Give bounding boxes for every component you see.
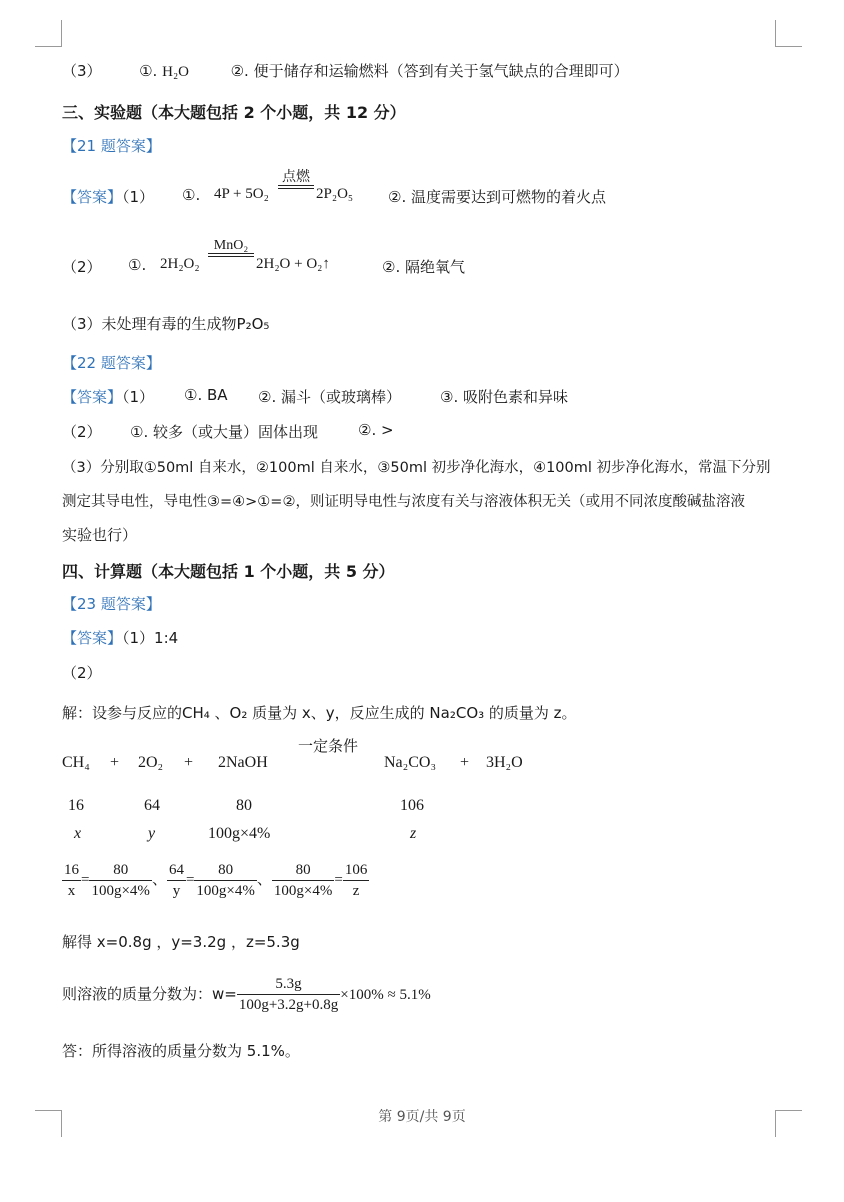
- eq-term: 3H₂O: [486, 754, 523, 771]
- variable: z: [410, 825, 417, 842]
- condition-label: 一定条件: [298, 737, 359, 755]
- answer-tag: 【答案】: [62, 388, 123, 406]
- q23-header: 【23 题答案】: [62, 595, 161, 613]
- reaction-condition: [208, 238, 254, 257]
- equals-sign: =: [185, 871, 195, 888]
- section3-title: 三、实验题（本大题包括 2 个小题，共 12 分）: [62, 103, 406, 122]
- formula-suffix: ×100% ≈ 5.1%: [340, 987, 431, 1003]
- numerator: 64: [167, 860, 186, 881]
- equals-bars: [208, 253, 254, 257]
- mass-value: 80: [236, 797, 252, 814]
- proportion-line: [62, 860, 369, 901]
- calc-equation-row: [62, 738, 782, 778]
- denominator: x: [67, 883, 76, 899]
- denominator: 100g×4%: [273, 883, 333, 899]
- eq-plus: +: [110, 754, 120, 771]
- corner-mark-top-left: [35, 20, 62, 47]
- denominator: 100g+3.2g+0.8g: [238, 997, 339, 1013]
- final-answer-line: 答：所得溶液的质量分数为 5.1%。: [62, 1042, 300, 1060]
- q21-header: 【21 题答案】: [62, 137, 161, 155]
- eq-term: 2O₂: [138, 754, 164, 771]
- variable-row: [62, 825, 782, 847]
- separator: 、: [151, 871, 167, 888]
- q22-part1-line: [62, 386, 782, 408]
- variable: x: [74, 825, 82, 842]
- part-label: （3）: [62, 62, 102, 80]
- denominator: 100g×4%: [91, 883, 150, 899]
- numerator: 80: [272, 860, 334, 881]
- separator: 、: [256, 871, 272, 888]
- equation-reactants: 2H₂O₂: [160, 256, 200, 272]
- fraction: [89, 860, 151, 901]
- molar-mass-row: [62, 797, 782, 819]
- q23-solve-line: 解：设参与反应的CH₄ 、O₂ 质量为 x、y，反应生成的 Na₂CO₃ 的质量为 z。: [62, 704, 577, 722]
- answer-number: ①.: [128, 256, 147, 274]
- numerator: 80: [89, 860, 151, 881]
- equation-products: 2H₂O + O₂↑: [256, 256, 330, 272]
- variable: 100g×4%: [208, 825, 271, 842]
- mass-value: 16: [68, 797, 84, 814]
- answer-text: ②. 漏斗（或玻璃棒）: [258, 388, 401, 406]
- q21-part3-line: （3）未处理有毒的生成物P₂O₅: [62, 315, 270, 333]
- equation-products: 2P₂O₅: [316, 186, 354, 202]
- catalyst-label: MnO₂: [213, 238, 249, 253]
- q20-part3-line: [62, 60, 629, 81]
- q22-part3-line1: （3）分别取①50ml 自来水，②100ml 自来水，③50ml 初步净化海水，④100ml 初步净化海水，常温下分别: [62, 460, 771, 476]
- denominator: 100g×4%: [196, 883, 255, 899]
- q22-part3-line3: 实验也行）: [62, 526, 138, 544]
- corner-mark-top-right: [775, 20, 802, 47]
- variable: y: [148, 825, 156, 842]
- q23-part1-line: [62, 627, 178, 648]
- numerator: 16: [62, 860, 81, 881]
- fraction: [272, 860, 334, 901]
- formula-prefix: 则溶液的质量分数为：w=: [62, 985, 237, 1003]
- reaction-condition: [278, 170, 314, 189]
- q22-header: 【22 题答案】: [62, 354, 161, 372]
- numerator: 106: [343, 860, 370, 881]
- answer-tag: 【答案】: [62, 629, 123, 647]
- eq-plus: +: [460, 754, 470, 771]
- eq-term: Na₂CO₃: [384, 754, 437, 771]
- q23-result-line: 解得 x=0.8g ，y=3.2g ，z=5.3g: [62, 933, 300, 951]
- fraction: [62, 860, 81, 901]
- q23-part2-label: （2）: [62, 664, 102, 682]
- mass-value: 106: [400, 797, 424, 814]
- condition-label: 点燃: [282, 169, 310, 185]
- denominator: y: [172, 883, 181, 899]
- answer-text: （1）1:4: [122, 629, 179, 647]
- equals-sign: =: [81, 871, 90, 888]
- fraction: [343, 860, 370, 901]
- equals-bars: [278, 185, 314, 189]
- eq-plus: +: [184, 754, 194, 771]
- answer-text: ①. BA: [184, 386, 228, 404]
- mass-value: 64: [144, 797, 160, 814]
- part-label: （2）: [62, 423, 102, 441]
- eq-term: 2NaOH: [218, 754, 268, 771]
- fraction: [167, 860, 186, 901]
- answer-text: 便于储存和运输燃料（答到有关于氢气缺点的合理即可）: [253, 62, 629, 80]
- mass-fraction: [237, 974, 340, 1015]
- part-label: （2）: [62, 258, 102, 276]
- answer-text: ②. >: [358, 421, 394, 439]
- page-footer: 第 9页/共 9页: [378, 1109, 466, 1125]
- q22-part2-line: [62, 421, 782, 443]
- section4-title: 四、计算题（本大题包括 1 个小题，共 5 分）: [62, 562, 395, 581]
- answer-text: ③. 吸附色素和异味: [440, 388, 568, 406]
- answer-text: ①. 较多（或大量）固体出现: [130, 423, 318, 441]
- equals-sign: =: [334, 871, 343, 888]
- answer-formula: H₂O: [162, 64, 190, 80]
- equation-reactants: 4P + 5O₂: [214, 186, 269, 202]
- answer-number: ①.: [139, 62, 158, 80]
- part-label: （1）: [122, 188, 155, 206]
- answer-text: ②. 隔绝氧气: [382, 258, 465, 276]
- answer-text: ②. 温度需要达到可燃物的着火点: [388, 188, 606, 206]
- answer-number: ②.: [230, 62, 249, 80]
- fraction: [194, 860, 256, 901]
- part-label: （1）: [122, 388, 155, 406]
- answer-tag: 【答案】: [62, 188, 123, 206]
- numerator: 5.3g: [237, 974, 340, 995]
- numerator: 80: [194, 860, 256, 881]
- q22-part3-line2: 测定其导电性，导电性③=④>①=②，则证明导电性与浓度有关与溶液体积无关（或用不同浓度酸碱盐溶液: [62, 494, 745, 510]
- mass-fraction-line: [62, 974, 431, 1015]
- answer-number: ①.: [182, 186, 201, 204]
- eq-term: CH₄: [62, 754, 90, 771]
- denominator: z: [352, 883, 360, 899]
